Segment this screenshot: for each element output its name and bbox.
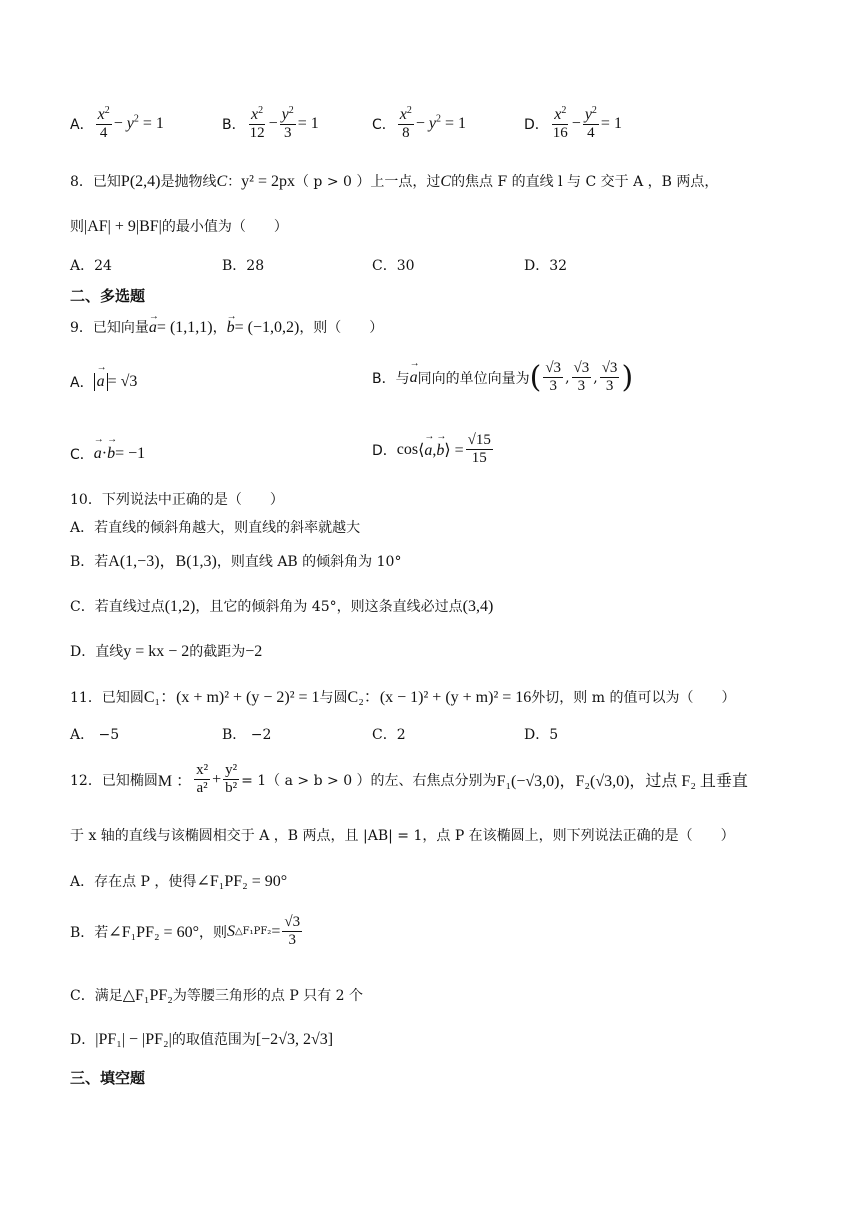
q10-option-d	[70, 642, 262, 662]
section-heading-multi-choice: 二、多选题	[70, 287, 146, 305]
text: 与圆	[319, 690, 348, 706]
q12-option-b: B．若 ∠F₁PF₂ = 60° ，则 S △F₁PF₂ = $\frac{√3}{3}$	[70, 914, 301, 948]
denominator: a²	[196, 780, 208, 796]
text: 外切，则 m 的值可以为（ ）	[531, 690, 736, 706]
text: 的取值范围为	[171, 1032, 256, 1048]
text: = 1（ a > b > 0 ）的左、右焦点分别为	[241, 772, 497, 789]
text: 11．已知圆	[70, 690, 144, 706]
q12-option-a	[70, 872, 287, 892]
q8-option-d: D．32	[524, 258, 568, 274]
section-heading-fill-blank: 三、填空题	[70, 1069, 146, 1087]
text: D．直线	[70, 644, 124, 660]
cos-text: cos	[396, 440, 419, 458]
text: C．满足	[70, 988, 123, 1004]
q10-option-a: A．若直线的倾斜角越大，则直线的斜率就越大	[70, 520, 361, 536]
equation: (x − 1)² + (y + m)² = 16	[379, 689, 532, 706]
text: B．若	[70, 924, 109, 941]
focus-1: F₁(−√3,0)，	[496, 773, 576, 790]
fraction: $\frac{x^2}{4}$	[97, 105, 110, 141]
text: A．存在点 P ，使得	[70, 874, 197, 890]
q8-stem-line1: 8．已知P(2,4)是抛物线C：y² = 2px（ p > 0 ）上一点，过C的焦点 F 的直线 l 与 C 交于 A ，B 两点，	[70, 173, 719, 190]
denominator: 3	[577, 378, 586, 394]
area-symbol: S	[226, 922, 235, 940]
denominator: 16	[552, 125, 568, 141]
text: 同向的单位向量为	[417, 370, 530, 387]
denominator: 3	[605, 378, 614, 394]
equation: (x + m)² + (y − 2)² = 1	[176, 689, 320, 706]
points: A(1,−3)，B(1,3)	[108, 553, 217, 570]
q9-option-d: D． cos ⟨→ a,→ b⟩ = $\frac{√15}{15}$	[372, 432, 495, 467]
value: = √3	[107, 373, 138, 390]
value: = −1	[115, 445, 146, 462]
text: 12．已知椭圆	[70, 772, 158, 789]
numerator: y²	[225, 762, 238, 778]
q11-option-a: A． −5	[70, 727, 120, 743]
text: D．	[70, 1032, 96, 1048]
option-label: A．	[70, 117, 94, 133]
numerator: √15	[467, 432, 491, 448]
q7-option-c: C． $\frac{x^2}{8}$ − $y^2 = 1$	[372, 105, 467, 141]
curve-name: C	[216, 173, 228, 190]
circle-name: C₁：	[143, 689, 177, 706]
q9-option-c: C． → a · → b = −1	[70, 444, 145, 464]
value: −2	[245, 643, 263, 660]
q10-option-b	[70, 552, 401, 572]
q8-option-a: A．24	[70, 258, 112, 274]
equation: y² = 2px	[241, 173, 295, 190]
numerator: x²	[196, 762, 209, 778]
equation: y = kx − 2	[123, 643, 190, 660]
q10-stem: 10．下列说法中正确的是（ ）	[70, 492, 284, 508]
option-label: C．	[372, 117, 396, 133]
denominator: 15	[471, 450, 487, 466]
option-label: D．	[372, 442, 397, 459]
q9-stem: 9．已知向量→ a= (1,1,1)，→ b= (−1,0,2)，则（ ）	[70, 318, 383, 338]
option-label: A．	[70, 375, 94, 391]
text: 是抛物线	[160, 174, 217, 190]
text: ，则直线 AB 的倾斜角为 10°	[216, 554, 402, 570]
text: 的截距为	[189, 644, 246, 660]
q12-stem-line2: 于 x 轴的直线与该椭圆相交于 A ，B 两点，且 |AB| = 1，点 P 在该椭圆上，则下列说法正确的是（ ）	[70, 828, 735, 844]
q8-option-c: C．30	[372, 258, 415, 274]
denominator: 4	[587, 125, 595, 141]
denominator: 4	[99, 125, 108, 141]
expression: ∠F₁PF₂ = 60°	[108, 923, 199, 941]
denominator: b²	[225, 780, 238, 796]
expression: |PF₁| − |PF₂|	[95, 1031, 172, 1048]
text: 8．已知	[70, 174, 121, 190]
numerator: √3	[573, 360, 590, 376]
q7-option-a: A． $\frac{x^2}{4}$ − $y^2 = 1$	[70, 105, 164, 141]
range: [−2√3, 2√3]	[255, 1031, 334, 1048]
q8-stem-line2	[70, 217, 288, 237]
numerator: √3	[601, 360, 618, 376]
expression: ∠F₁PF₂ = 90°	[196, 873, 288, 890]
focus-2: F₂(√3,0)，过点 F₂ 且垂直	[575, 773, 748, 790]
text: 的最小值为（ ）	[161, 219, 288, 235]
text: ，则（ ）	[299, 320, 384, 336]
q12-option-c	[70, 986, 363, 1006]
text: 则	[70, 219, 84, 235]
q7-option-d: D． $\frac{x^2}{16}$ − $\frac{y^2}{4}$ = 1	[524, 105, 622, 141]
denominator: 3	[283, 125, 292, 141]
text: 为等腰三角形的点 P 只有 2 个	[172, 988, 364, 1004]
q10-option-c	[70, 597, 493, 617]
ellipse-name: M ：	[157, 773, 193, 790]
circle-name: C₂：	[347, 689, 380, 706]
text: 的焦点 F 的直线 l 与 C 交于 A ，B 两点，	[451, 174, 719, 190]
point: (3,4)	[462, 598, 494, 615]
point: (1,2)	[164, 598, 196, 615]
expression: |AF| + 9|BF|	[84, 218, 162, 235]
q11-option-c: C．2	[372, 727, 406, 743]
option-label: B．	[222, 117, 246, 133]
q12-stem-line1: 12．已知椭圆 M ： $\frac{\text{x²}}{\text{a²}}$ + $\frac{\text{y²}}{\text{b²}}$ = 1（ a > b > 0 ）的左、右焦点分别为 F₁(−√3,0)， F₂(√3,0)，过点 F₂ 且垂直	[70, 762, 748, 796]
denominator: 3	[549, 378, 557, 394]
numerator: √3	[545, 360, 562, 376]
denominator: 8	[402, 125, 410, 141]
point: P(2,4)	[120, 173, 161, 190]
text: 9．已知向量	[70, 320, 149, 336]
denominator: 3	[288, 932, 296, 948]
q9-option-a: A． → a = √3	[70, 372, 137, 392]
equals: =	[271, 922, 281, 940]
q7-option-b: B． $\frac{x^2}{12}$ − $\frac{y^2}{3}$ = 1	[222, 105, 319, 141]
q11-option-b: B． −2	[222, 727, 272, 743]
expression: △F₁PF₂	[122, 987, 173, 1004]
q9-option-b: B．与 → a 同向的单位向量为 ( $\frac{√3}{3}$ , $\frac{√3}{3}$ , $\frac{√3}{3}$ )	[372, 360, 633, 395]
q11-stem	[70, 688, 735, 708]
q12-option-d	[70, 1030, 333, 1050]
option-label: B．与	[372, 370, 410, 387]
denominator: 12	[249, 125, 265, 141]
vector-a-def: = (1,1,1)	[156, 319, 213, 336]
numerator: √3	[284, 914, 301, 930]
text: ，且它的倾斜角为 45°，则这条直线必过点	[195, 599, 463, 615]
option-label: C．	[70, 447, 94, 463]
option-label: D．	[524, 117, 549, 133]
text: C．若直线过点	[70, 599, 165, 615]
text: B．若	[70, 554, 109, 570]
text: ，则	[198, 924, 227, 941]
q8-option-b: B．28	[222, 258, 265, 274]
text: （ p > 0 ）上一点，过	[294, 174, 441, 190]
vector-b-def: = (−1,0,2)	[234, 319, 300, 336]
q11-option-d: D．5	[524, 727, 559, 743]
